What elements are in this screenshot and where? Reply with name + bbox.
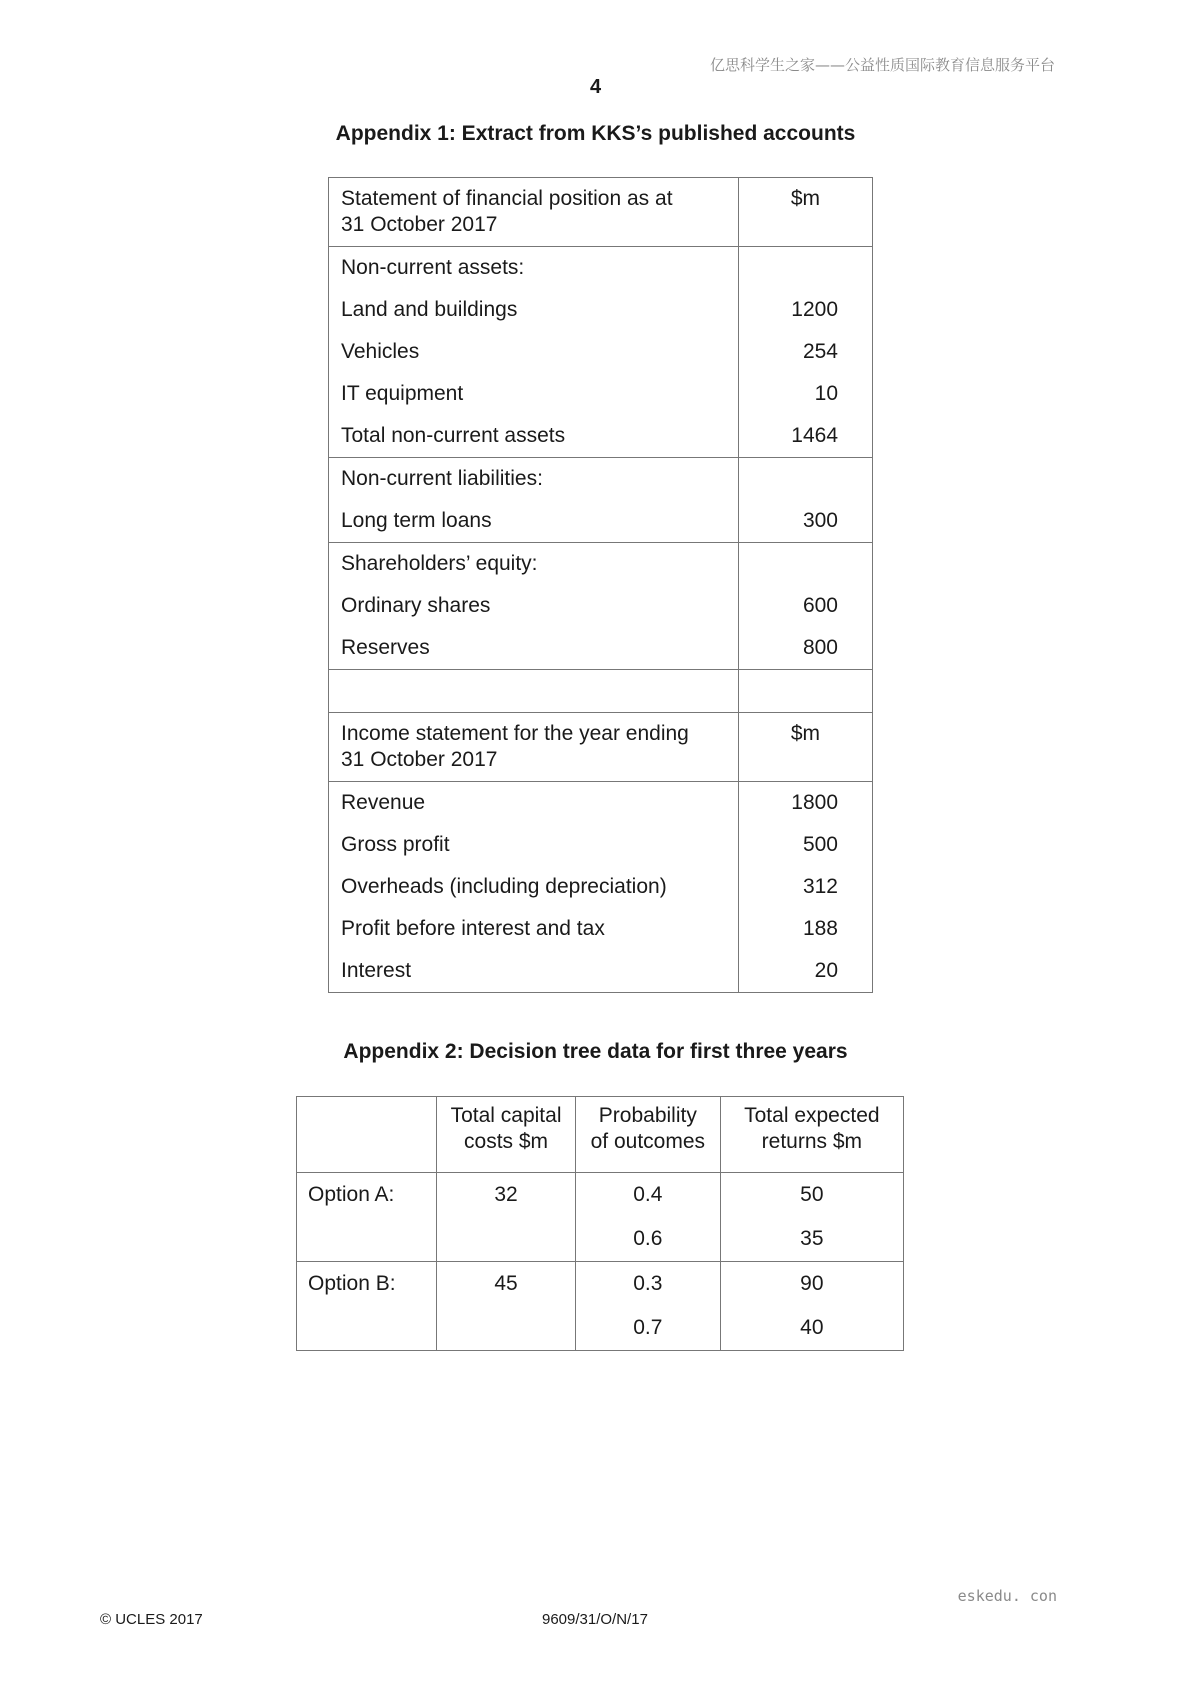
table-row [329,289,873,331]
header-note: 亿思科学生之家——公益性质国际教育信息服务平台 [709,56,1055,74]
blank-row [329,670,873,713]
row-label: Interest [329,950,739,993]
table-row [329,500,873,543]
row-label: Gross profit [329,824,739,866]
row-label: Vehicles [329,331,739,373]
income-title-line2: 31 October 2017 [341,748,498,771]
row-value: 188 [738,908,872,950]
income-unit: $m [738,713,872,782]
sofp-unit: $m [738,178,872,247]
footer-copyright: © UCLES 2017 [100,1611,203,1628]
expected-return: 50 [720,1173,903,1218]
expected-return: 90 [720,1262,903,1307]
row-value: 254 [738,331,872,373]
col-returns-header: Total expected returns $m [720,1097,903,1173]
row-label: Revenue [329,782,739,825]
sofp-title-line1: Statement of financial position as at [341,187,673,210]
table-row [297,1217,904,1262]
table-row [329,950,873,993]
row-value: 1200 [738,289,872,331]
probability: 0.3 [575,1262,720,1307]
row-label: Ordinary shares [329,585,739,627]
table-row [329,543,873,586]
row-value: 800 [738,627,872,670]
table-row [329,458,873,501]
row-label: Long term loans [329,500,739,543]
expected-return: 40 [720,1306,903,1351]
row-value: 300 [738,500,872,543]
table-row [329,331,873,373]
col-capital-header: Total capital costs $m [437,1097,576,1173]
decision-header-row [297,1097,904,1173]
table-row [329,415,873,458]
page-number: 4 [589,76,602,98]
row-label: Profit before interest and tax [329,908,739,950]
row-label: Overheads (including depreciation) [329,866,739,908]
probability: 0.6 [575,1217,720,1262]
appendix2-heading: Appendix 2: Decision tree data for first three years [343,1040,848,1063]
table-row [329,627,873,670]
group-label: Non-current liabilities: [329,458,739,501]
row-value: 10 [738,373,872,415]
table-row [329,373,873,415]
table-row [329,585,873,627]
row-value: 600 [738,585,872,627]
accounts-table [328,177,873,993]
probability: 0.4 [575,1173,720,1218]
row-label: Land and buildings [329,289,739,331]
sofp-header-row [329,178,873,247]
row-value: 500 [738,824,872,866]
table-row [329,247,873,290]
income-title-line1: Income statement for the year ending [341,722,689,745]
group-label: Shareholders’ equity: [329,543,739,586]
probability: 0.7 [575,1306,720,1351]
table-row [329,866,873,908]
row-value: 1464 [738,415,872,458]
table-row [297,1262,904,1307]
row-value: 312 [738,866,872,908]
row-label: Total non-current assets [329,415,739,458]
decision-tree-table [296,1096,904,1351]
income-title [329,713,739,782]
row-value: 20 [738,950,872,993]
capital-cost: 45 [437,1262,576,1307]
capital-cost: 32 [437,1173,576,1218]
sofp-title [329,178,739,247]
option-label: Option B: [297,1262,437,1307]
footer-code: 9609/31/O/N/17 [542,1611,648,1628]
income-header-row [329,713,873,782]
table-row [297,1173,904,1218]
row-value: 1800 [738,782,872,825]
watermark: eskedu. con [957,1587,1057,1605]
row-label: IT equipment [329,373,739,415]
table-row [329,782,873,825]
col-probability-header: Probability of outcomes [575,1097,720,1173]
group-label: Non-current assets: [329,247,739,290]
sofp-title-line2: 31 October 2017 [341,213,498,236]
row-label: Reserves [329,627,739,670]
table-row [329,824,873,866]
expected-return: 35 [720,1217,903,1262]
appendix1-heading: Appendix 1: Extract from KKS’s published accounts [335,122,856,145]
option-label: Option A: [297,1173,437,1218]
table-row [297,1306,904,1351]
table-row [329,908,873,950]
